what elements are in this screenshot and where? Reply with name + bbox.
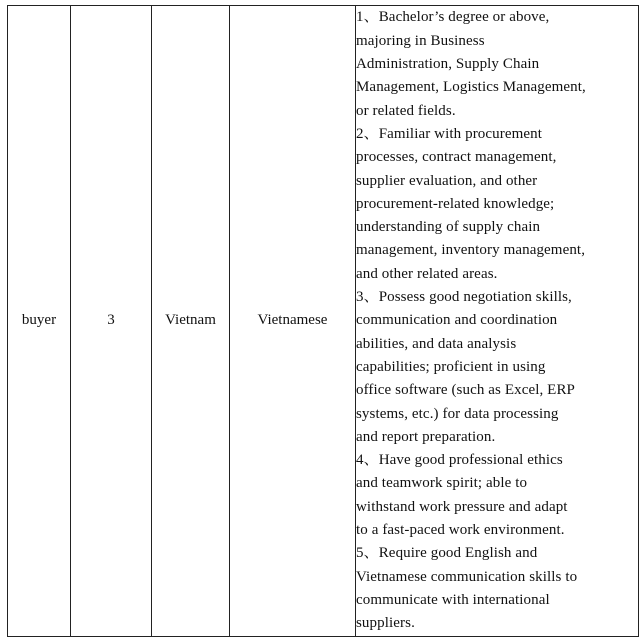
- requirement-line: 3、Possess good negotiation skills,: [356, 289, 572, 306]
- requirement-line: Administration, Supply Chain: [356, 56, 540, 73]
- requirement-line: withstand work pressure and adapt: [356, 498, 568, 515]
- requirement-line: to a fast-paced work environment.: [356, 522, 565, 539]
- requirement-line: 1、Bachelor’s degree or above,: [356, 9, 550, 26]
- headcount-cell: 3: [71, 6, 152, 637]
- requirement-line: and other related areas.: [356, 265, 498, 282]
- requirement-line: and report preparation.: [356, 428, 496, 445]
- requirement-line: Management, Logistics Management,: [356, 79, 586, 96]
- requirement-line: supplier evaluation, and other: [356, 172, 538, 189]
- job-requirements-table: [7, 5, 639, 637]
- requirement-line: capabilities; proficient in using: [356, 358, 546, 375]
- requirement-line: systems, etc.) for data processing: [356, 405, 559, 422]
- requirements-cell: [356, 6, 639, 637]
- position-cell: buyer: [8, 6, 71, 637]
- requirement-line: majoring in Business: [356, 32, 485, 49]
- requirement-line: management, inventory management,: [356, 242, 586, 259]
- requirement-line: procurement-related knowledge;: [356, 195, 555, 212]
- requirement-line: communicate with international: [356, 591, 550, 608]
- language-cell: Vietnamese: [230, 6, 356, 637]
- requirement-line: office software (such as Excel, ERP: [356, 382, 575, 399]
- country-cell: Vietnam: [152, 6, 230, 637]
- requirement-line: Vietnamese communication skills to: [356, 568, 578, 585]
- requirement-line: and teamwork spirit; able to: [356, 475, 528, 492]
- requirement-line: processes, contract management,: [356, 149, 557, 166]
- requirement-line: suppliers.: [356, 615, 415, 632]
- requirement-line: 5、Require good English and: [356, 545, 538, 562]
- requirement-line: understanding of supply chain: [356, 219, 541, 236]
- table-row: [8, 6, 639, 637]
- requirement-line: or related fields.: [356, 102, 456, 119]
- requirement-line: communication and coordination: [356, 312, 558, 329]
- requirement-line: 2、Familiar with procurement: [356, 125, 542, 142]
- requirement-line: 4、Have good professional ethics: [356, 452, 563, 469]
- requirement-line: abilities, and data analysis: [356, 335, 517, 352]
